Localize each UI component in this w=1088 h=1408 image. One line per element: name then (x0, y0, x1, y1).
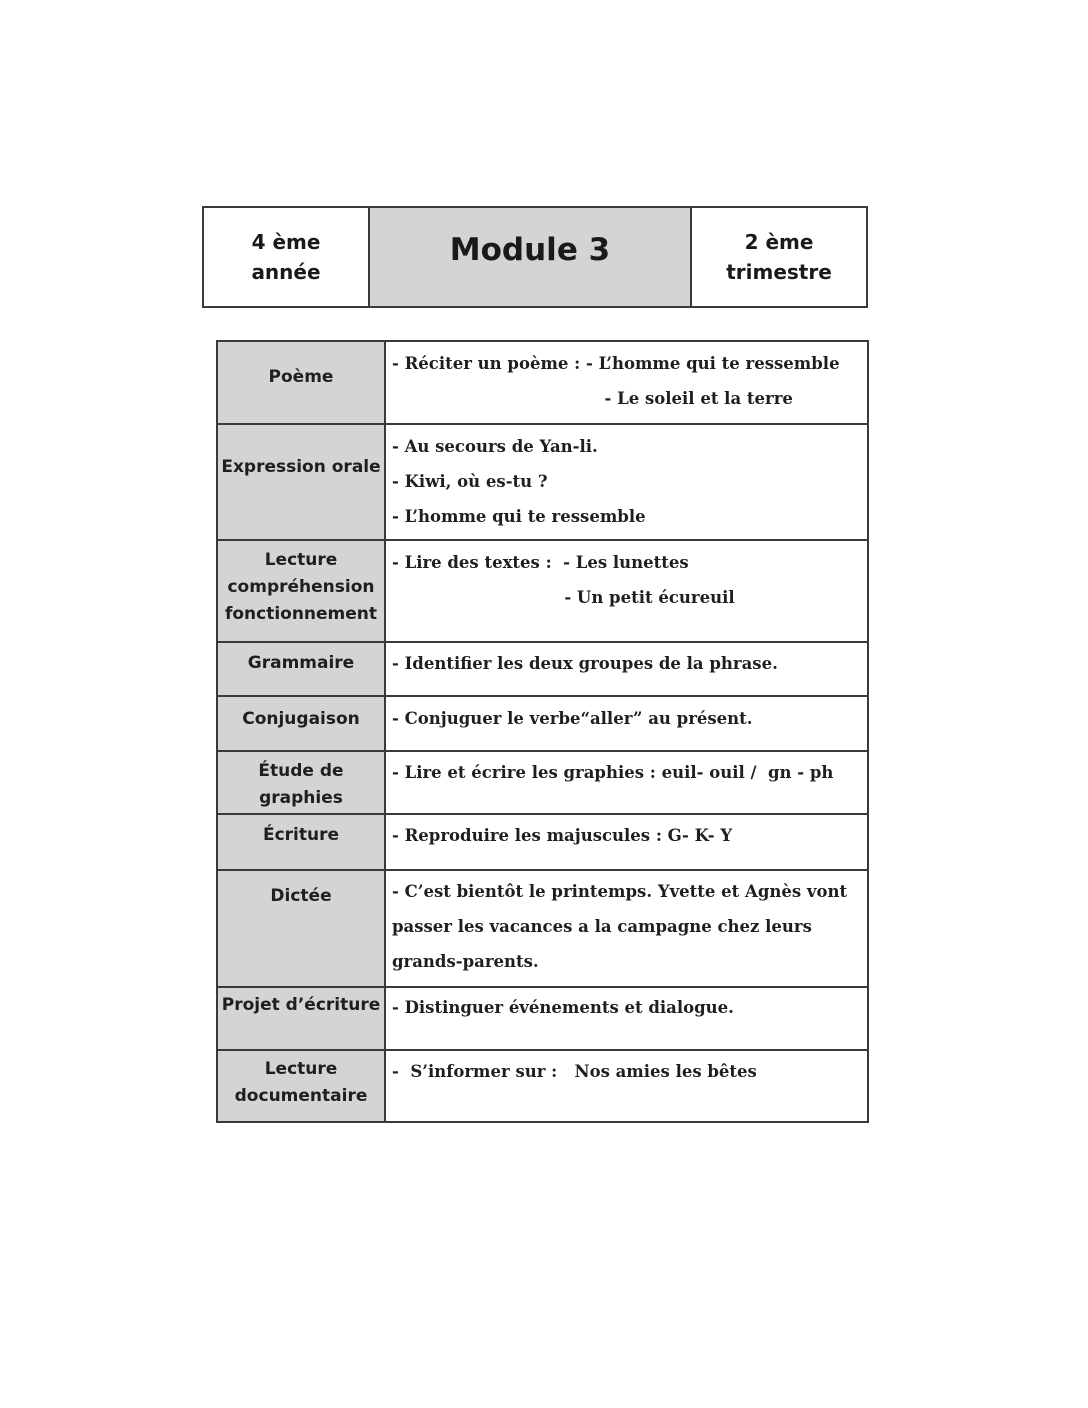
table-row (217, 696, 868, 751)
content-line: - S’informer sur : Nos amies les bêtes (392, 1062, 757, 1081)
content-line: - Identifier les deux groupes de la phrase. (392, 654, 778, 673)
grade-level: 4 ème année (204, 208, 370, 306)
content-line: - Lire et écrire les graphies : euil- ouil / gn - ph (392, 763, 834, 782)
row-content (385, 1050, 868, 1122)
row-label: Projet d’écriture (217, 987, 385, 1050)
row-content (385, 814, 868, 870)
row-content (385, 424, 868, 540)
content-line: - Distinguer événements et dialogue. (392, 998, 734, 1017)
table-row (217, 540, 868, 642)
row-content (385, 751, 868, 814)
row-content (385, 987, 868, 1050)
table-row (217, 814, 868, 870)
table-row (217, 987, 868, 1050)
content-line: grands-parents. (392, 952, 539, 971)
row-content (385, 696, 868, 751)
row-content (385, 870, 868, 987)
table-row (217, 1050, 868, 1122)
row-label: Expression orale (217, 424, 385, 540)
content-line: - Kiwi, où es-tu ? (392, 472, 548, 491)
header-box (202, 206, 868, 308)
content-line: - Réciter un poème : - L’homme qui te ressemble (392, 354, 840, 373)
table-row (217, 642, 868, 696)
content-line: - Reproduire les majuscules : G- K- Y (392, 826, 733, 845)
content-line: - C’est bientôt le printemps. Yvette et Agnès vont (392, 882, 848, 901)
content-line: - Au secours de Yan-li. (392, 437, 598, 456)
row-label: Grammaire (217, 642, 385, 696)
row-label: Écriture (217, 814, 385, 870)
content-line: - L’homme qui te ressemble (392, 507, 646, 526)
content-line: - Le soleil et la terre (392, 389, 793, 408)
table-row (217, 870, 868, 987)
row-content (385, 540, 868, 642)
row-label: Conjugaison (217, 696, 385, 751)
row-label: Lecture compréhension fonctionnement (217, 540, 385, 642)
row-label: Dictée (217, 870, 385, 987)
row-content (385, 642, 868, 696)
content-line: passer les vacances a la campagne chez leurs (392, 917, 812, 936)
module-title: Module 3 (370, 208, 692, 306)
term-label: 2 ème trimestre (726, 230, 832, 284)
content-line: - Conjuguer le verbe“aller” au présent. (392, 709, 753, 728)
row-label: Étude de graphies (217, 751, 385, 814)
table-row (217, 341, 868, 424)
module-program-table (216, 340, 869, 1123)
content-line: - Un petit écureuil (392, 588, 735, 607)
table-row (217, 424, 868, 540)
content-line: - Lire des textes : - Les lunettes (392, 553, 689, 572)
row-label: Lecture documentaire (217, 1050, 385, 1122)
table-row (217, 751, 868, 814)
row-label: Poème (217, 341, 385, 424)
row-content (385, 341, 868, 424)
